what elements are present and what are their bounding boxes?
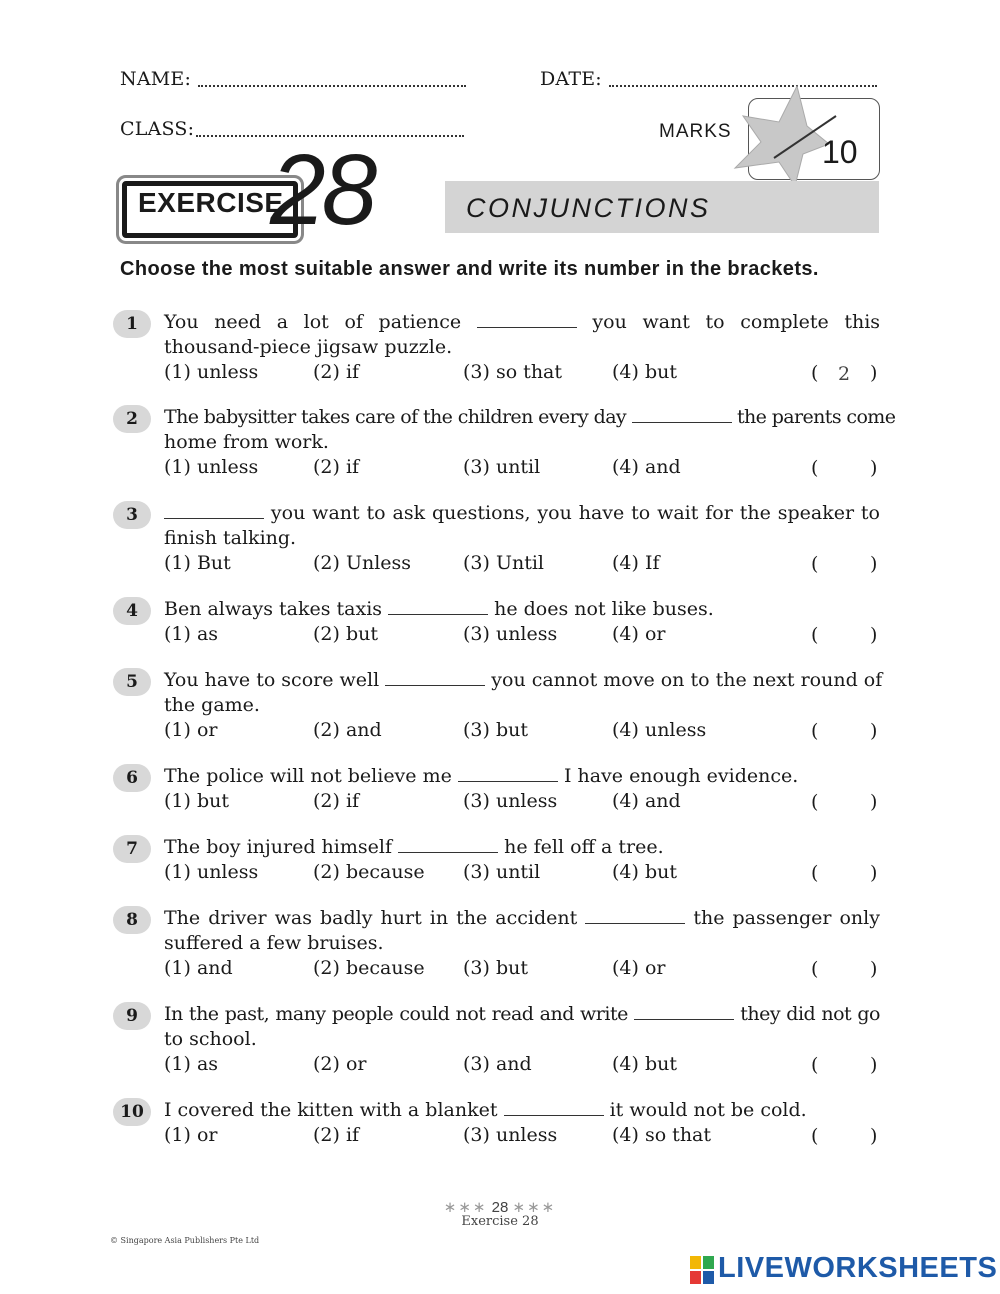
option: (1) or bbox=[164, 1124, 218, 1146]
option: (1) But bbox=[164, 552, 231, 574]
question-number: 4 bbox=[113, 597, 151, 625]
option: (4) but bbox=[612, 361, 677, 383]
option: (4) and bbox=[612, 790, 681, 812]
question-number: 1 bbox=[113, 310, 151, 338]
question-text: The babysitter takes care of the children every day the parents come bbox=[164, 406, 896, 428]
marks-label: MARKS bbox=[659, 121, 732, 142]
bracket-open: ( bbox=[811, 553, 819, 575]
option: (3) so that bbox=[463, 361, 563, 383]
question-text-cont: thousand-piece jigsaw puzzle. bbox=[164, 336, 453, 358]
page-title: CONJUNCTIONS bbox=[466, 193, 711, 223]
option: (1) and bbox=[164, 957, 233, 979]
bracket-close: ) bbox=[870, 958, 878, 980]
answer-blank[interactable] bbox=[634, 1002, 734, 1020]
option: (2) if bbox=[313, 1124, 360, 1146]
question-text-cont: the game. bbox=[164, 694, 260, 716]
question-text-cont: home from work. bbox=[164, 431, 329, 453]
answer-blank[interactable] bbox=[388, 597, 488, 615]
bracket-close: ) bbox=[870, 457, 878, 479]
date-label: DATE: bbox=[540, 68, 602, 90]
option: (4) so that bbox=[612, 1124, 712, 1146]
option: (4) unless bbox=[612, 719, 707, 741]
option: (3) but bbox=[463, 719, 528, 741]
question-text: you want to ask questions, you have to wait for the speaker to bbox=[164, 501, 880, 526]
liveworksheets-brand[interactable]: LIVEWORKSHEETS bbox=[718, 1252, 998, 1284]
option: (4) or bbox=[612, 957, 666, 979]
option: (3) unless bbox=[463, 623, 558, 645]
question-text: The boy injured himself he fell off a tree. bbox=[164, 836, 664, 858]
answer-blank[interactable] bbox=[385, 668, 485, 686]
option: (3) until bbox=[463, 456, 541, 478]
question-text: I covered the kitten with a blanket it would not be cold. bbox=[164, 1099, 807, 1121]
option: (1) as bbox=[164, 623, 219, 645]
option: (2) if bbox=[313, 361, 360, 383]
bracket-open: ( bbox=[811, 362, 819, 384]
answer-blank[interactable] bbox=[164, 501, 264, 519]
bracket-close: ) bbox=[870, 791, 878, 813]
option: (2) Unless bbox=[313, 552, 412, 574]
class-label: CLASS: bbox=[120, 118, 195, 140]
option: (2) because bbox=[313, 861, 425, 883]
exercise-number: 28 bbox=[270, 134, 374, 246]
option: (1) unless bbox=[164, 456, 259, 478]
option: (2) because bbox=[313, 957, 425, 979]
question-number: 6 bbox=[113, 764, 151, 792]
option: (1) as bbox=[164, 1053, 219, 1075]
answer-blank[interactable] bbox=[477, 310, 577, 328]
answer-blank[interactable] bbox=[632, 405, 732, 423]
answer-blank[interactable] bbox=[504, 1098, 604, 1116]
option: (1) unless bbox=[164, 861, 259, 883]
question-text-cont: suffered a few bruises. bbox=[164, 932, 384, 954]
page-number: ∗∗∗ 28 ∗∗∗ bbox=[443, 1199, 557, 1216]
bracket-close: ) bbox=[870, 1054, 878, 1076]
bracket-close: ) bbox=[870, 1125, 878, 1147]
bracket-open: ( bbox=[811, 791, 819, 813]
question-text: You need a lot of patience you want to complete this bbox=[164, 311, 881, 333]
option: (2) if bbox=[313, 456, 360, 478]
option: (3) Until bbox=[463, 552, 544, 574]
bracket-close: ) bbox=[870, 720, 878, 742]
question-text: Ben always takes taxis he does not like buses. bbox=[164, 598, 714, 620]
answer-blank[interactable] bbox=[398, 835, 498, 853]
page-dots-right: ∗∗∗ bbox=[512, 1199, 557, 1216]
page-dots-left: ∗∗∗ bbox=[443, 1199, 488, 1216]
question-text: The police will not believe me I have enough evidence. bbox=[164, 765, 799, 787]
question-number: 7 bbox=[113, 835, 151, 863]
question-number: 5 bbox=[113, 668, 151, 696]
exercise-label: EXERCISE bbox=[138, 187, 284, 218]
answer-blank[interactable] bbox=[585, 906, 685, 924]
bracket-close: ) bbox=[870, 862, 878, 884]
option: (3) but bbox=[463, 957, 528, 979]
option: (4) but bbox=[612, 861, 677, 883]
bracket-close: ) bbox=[870, 362, 878, 384]
option: (4) but bbox=[612, 1053, 677, 1075]
question-number: 10 bbox=[113, 1098, 151, 1126]
option: (2) or bbox=[313, 1053, 367, 1075]
question-number: 3 bbox=[113, 501, 151, 529]
question-text: The driver was badly hurt in the accident the passenger only bbox=[164, 907, 880, 929]
option: (1) unless bbox=[164, 361, 259, 383]
question-number: 2 bbox=[113, 405, 151, 433]
option: (1) or bbox=[164, 719, 218, 741]
option: (4) or bbox=[612, 623, 666, 645]
bracket-open: ( bbox=[811, 958, 819, 980]
option: (3) unless bbox=[463, 1124, 558, 1146]
bracket-open: ( bbox=[811, 862, 819, 884]
question-text: In the past, many people could not read and write they did not go bbox=[164, 1003, 880, 1025]
bracket-open: ( bbox=[811, 624, 819, 646]
bracket-close: ) bbox=[870, 553, 878, 575]
bracket-close: ) bbox=[870, 624, 878, 646]
bracket-open: ( bbox=[811, 457, 819, 479]
option: (2) but bbox=[313, 623, 378, 645]
bracket-open: ( bbox=[811, 1054, 819, 1076]
copyright: © Singapore Asia Publishers Pte Ltd bbox=[110, 1236, 260, 1245]
bracket-open: ( bbox=[811, 1125, 819, 1147]
option: (3) until bbox=[463, 861, 541, 883]
option: (4) and bbox=[612, 456, 681, 478]
option: (2) if bbox=[313, 790, 360, 812]
question-text-cont: to school. bbox=[164, 1028, 257, 1050]
liveworksheets-logo-icon bbox=[690, 1256, 714, 1284]
option: (3) and bbox=[463, 1053, 532, 1075]
name-field[interactable] bbox=[198, 85, 466, 87]
name-label: NAME: bbox=[120, 68, 192, 90]
question-text-cont: finish talking. bbox=[164, 527, 297, 549]
answer-blank[interactable] bbox=[458, 764, 558, 782]
bracket-open: ( bbox=[811, 720, 819, 742]
question-number: 8 bbox=[113, 906, 151, 934]
option: (2) and bbox=[313, 719, 382, 741]
option: (3) unless bbox=[463, 790, 558, 812]
answer-input[interactable]: 2 bbox=[838, 363, 851, 385]
marks-total: 10 bbox=[822, 134, 858, 170]
question-text: You have to score well you cannot move on to the next round of bbox=[164, 669, 883, 691]
option: (1) but bbox=[164, 790, 229, 812]
question-number: 9 bbox=[113, 1002, 151, 1030]
instruction: Choose the most suitable answer and write its number in the brackets. bbox=[120, 258, 819, 280]
footer-exercise: Exercise 28 bbox=[461, 1214, 539, 1229]
option: (4) If bbox=[612, 552, 660, 574]
